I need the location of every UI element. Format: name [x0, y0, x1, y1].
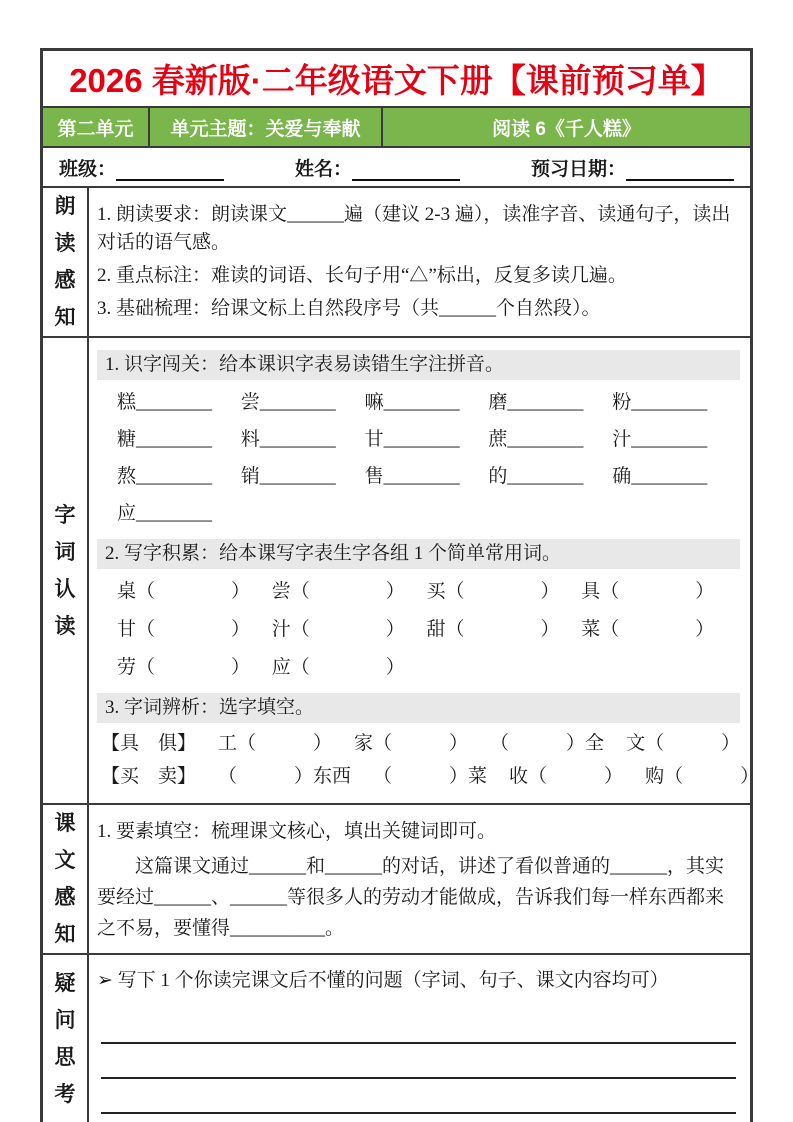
writing-line[interactable] [101, 1079, 736, 1114]
pinyin-cell[interactable]: 料________ [240, 429, 336, 450]
class-label: 班级： [59, 158, 117, 180]
word-cell[interactable]: 劳（ ） [117, 657, 251, 678]
fill-item[interactable]: 文（ ） [626, 733, 741, 754]
section-title-char: 课 [54, 812, 76, 835]
unit-label: 第二单元 [57, 118, 134, 140]
theme-label: 单元主题：关爱与奉献 [170, 118, 361, 140]
word-cell[interactable]: 应（ ） [271, 657, 405, 678]
section-title-char: 词 [54, 540, 76, 564]
page-title: 2026 春新版·二年级语文下册【课前预习单】 [69, 62, 724, 99]
section-yiwen-body [89, 955, 750, 1122]
date-label: 预习日期： [530, 158, 626, 180]
word-cell[interactable]: 汁（ ） [271, 619, 405, 640]
unit-bar [43, 108, 750, 148]
section-kewen [43, 805, 750, 955]
pinyin-cell[interactable]: 磨________ [488, 392, 584, 413]
unit-cell [43, 108, 150, 146]
summary-fill-paragraph[interactable]: 这篇课文通过______和______的对话，讲述了看似普通的______，其实要经过______、______等很多人的劳动才能做成，告诉我们每一样东西都来之不易，要懂得__________。 [97, 856, 725, 939]
word-cell[interactable]: 甘（ ） [117, 619, 251, 640]
section-title-char: 读 [54, 232, 76, 255]
section-title-char: 朗 [54, 195, 76, 218]
pinyin-cell[interactable]: 应________ [117, 503, 213, 524]
pinyin-cell[interactable]: 的________ [488, 466, 584, 487]
name-blank[interactable] [352, 161, 460, 181]
theme-cell [150, 108, 383, 146]
class-blank[interactable] [116, 161, 224, 181]
fill-item[interactable]: （ ）东西 [218, 766, 352, 787]
section-zici [43, 338, 760, 805]
pinyin-cell[interactable]: 销________ [240, 466, 336, 487]
section-title-char: 文 [54, 849, 76, 872]
fill-item[interactable]: 工（ ） [218, 733, 333, 754]
section-yiwen [43, 955, 750, 1122]
word-cell[interactable]: 桌（ ） [117, 581, 251, 602]
word-cell[interactable]: 菜（ ） [581, 619, 715, 640]
lesson-label: 阅读 6《千人糕》 [492, 118, 641, 140]
option-group: 【买 卖】 [101, 766, 197, 787]
date-blank[interactable] [626, 161, 734, 181]
pinyin-cell[interactable]: 确________ [612, 466, 708, 487]
name-field [295, 154, 460, 181]
word-cell[interactable]: 买（ ） [426, 581, 560, 602]
subsection-header-words: 2. 写字积累：给本课写字表生字各组 1 个简单常用词。 [97, 539, 740, 569]
info-row [43, 148, 750, 188]
instruction-item: 3. 基础梳理：给课文标上自然段序号（共______个自然段）。 [97, 298, 601, 319]
pinyin-cell[interactable]: 粉________ [612, 392, 708, 413]
section-title-char: 读 [54, 614, 76, 638]
section-title-char: 问 [54, 1008, 76, 1032]
word-grid [97, 575, 740, 689]
instruction-item: 1. 朗读要求：朗读课文______遍（建议 2-3 遍），读准字音、读通句子，读出对话的语气感。 [97, 204, 731, 253]
pinyin-cell[interactable]: 汁________ [612, 429, 708, 450]
pinyin-cell[interactable]: 嘛________ [364, 392, 460, 413]
section-kewen-title [43, 805, 89, 953]
section-title-char: 思 [54, 1045, 76, 1069]
word-cell[interactable]: 尝（ ） [271, 581, 405, 602]
fill-item[interactable]: 家（ ） [354, 733, 469, 754]
section-zici-body [89, 338, 760, 803]
subsection-header-pinyin: 1. 识字闯关：给本课识字表易读错生字注拼音。 [97, 350, 740, 380]
pinyin-grid [97, 386, 740, 535]
pinyin-cell[interactable]: 糖________ [117, 429, 213, 450]
fill-item[interactable]: 收（ ） [509, 766, 624, 787]
word-cell[interactable]: 甜（ ） [426, 619, 560, 640]
section-title-char: 感 [54, 269, 76, 292]
title-row [43, 51, 750, 108]
worksheet-table [40, 48, 760, 1122]
name-label: 姓名： [294, 158, 352, 180]
subsection-header-bianxi: 3. 字词辨析：选字填空。 [97, 693, 740, 723]
instruction-item: 1. 要素填空：梳理课文核心，填出关键词即可。 [97, 821, 497, 842]
instruction-item: 2. 重点标注：难读的词语、长句子用“△”标出，反复多读几遍。 [97, 265, 627, 286]
section-title-char: 感 [54, 886, 76, 909]
pinyin-cell[interactable]: 熬________ [117, 466, 213, 487]
fill-item[interactable]: （ ）菜 [373, 766, 488, 787]
section-kewen-body [89, 805, 750, 953]
section-title-char: 疑 [54, 971, 76, 995]
section-title-char: 考 [54, 1082, 76, 1106]
section-zici-title [43, 338, 89, 803]
class-field [59, 154, 224, 181]
pinyin-cell[interactable]: 售________ [364, 466, 460, 487]
pinyin-cell[interactable]: 糕________ [117, 392, 213, 413]
section-yiwen-title [43, 955, 89, 1122]
section-langdu-title [43, 188, 89, 336]
bianxi-row [97, 729, 740, 759]
pinyin-cell[interactable]: 蔗________ [488, 429, 584, 450]
lesson-cell [383, 108, 750, 146]
date-field [531, 154, 734, 181]
writing-line[interactable] [101, 1009, 736, 1044]
fill-item[interactable]: 购（ ） [645, 766, 760, 787]
section-title-char: 认 [54, 577, 76, 601]
bianxi-row [97, 762, 760, 792]
section-langdu [43, 188, 750, 338]
word-cell[interactable]: 具（ ） [581, 581, 715, 602]
section-title-char: 知 [54, 923, 76, 946]
writing-line[interactable] [101, 1044, 736, 1079]
fill-item[interactable]: （ ）全 [490, 733, 605, 754]
option-group: 【具 俱】 [101, 733, 197, 754]
question-prompt: ➢ 写下 1 个你读完课文后不懂的问题（字词、句子、课文内容均可） [97, 970, 669, 991]
pinyin-cell[interactable]: 甘________ [364, 429, 460, 450]
section-title-char: 字 [54, 503, 76, 527]
section-langdu-body [89, 188, 750, 336]
section-title-char: 知 [54, 306, 76, 329]
pinyin-cell[interactable]: 尝________ [240, 392, 336, 413]
